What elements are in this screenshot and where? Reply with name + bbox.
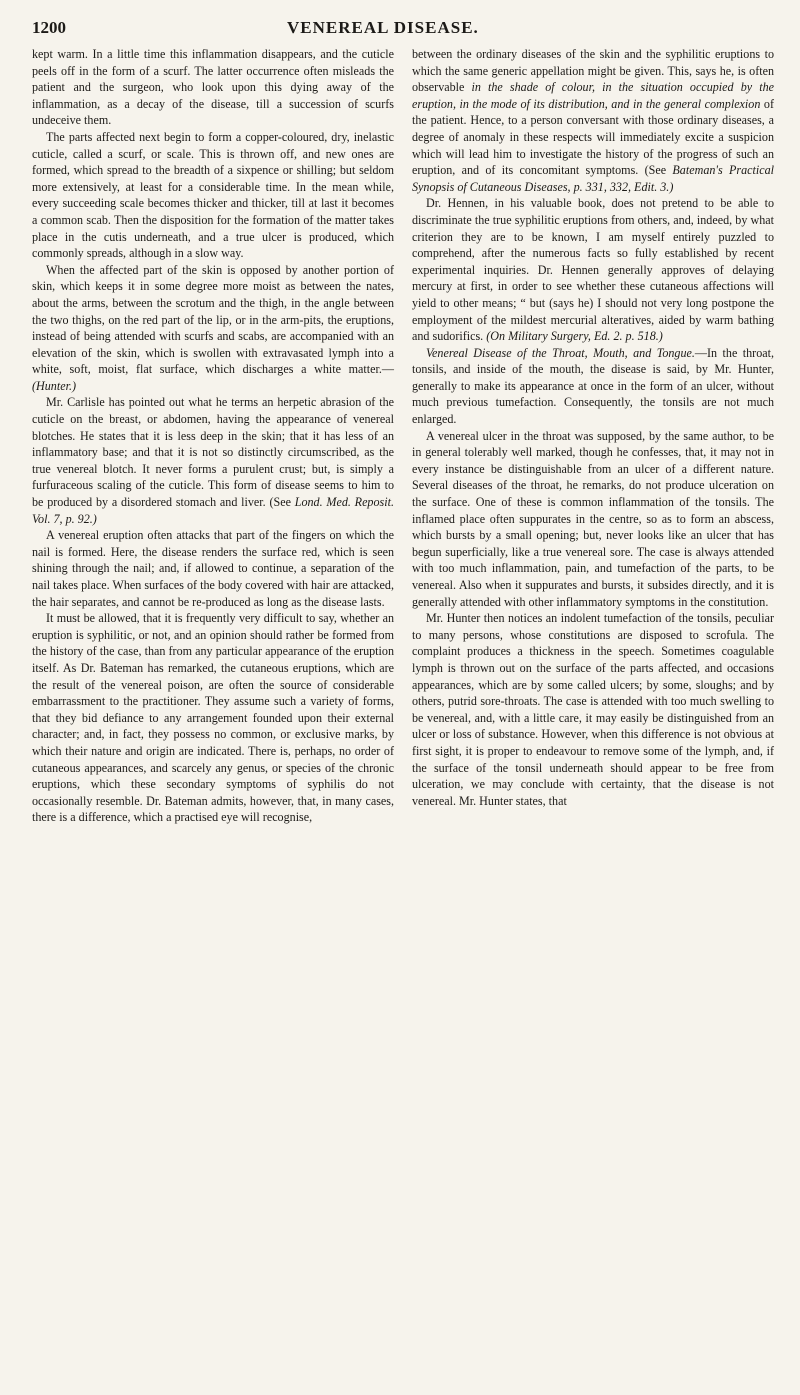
paragraph: Mr. Carlisle has pointed out what he terms an herpetic abrasion of the cuticle on the breast, or abdomen, having the appearance of venereal blotches. He states that it is less deep in the skin; that it has less of an inflammatory base; and that it is not so distinctly circumscribed, as the true venereal blotch. It never forms a purulent crust; but, is simply a furfuraceous scaling of the cuticle. This form of disease seems to him to be produced by a disordered stomach and liver. (See Lond. Med. Reposit. Vol. 7, p. 92.) [32,395,394,526]
right-column [412,46,774,826]
page-number: 1200 [32,18,66,37]
paragraph: kept warm. In a little time this inflammation disappears, and the cuticle peels off in the form of a scurf. The latter occurrence often misleads the patient and the surgeon, who look upon this dying away of the inflammation, as a decay of the disease, till a succession of scurfs undeceive them. [32,47,394,128]
paragraph: It must be allowed, that it is frequently very difficult to say, whether an eruption is syphilitic, or not, and an opinion should rather be formed from the history of the case, than from any particular appearance of the eruption itself. As Dr. Bateman has remarked, the cutaneous eruptions, which are the result of the venereal poison, are often the source of considerable embarrassment to the practitioner. They assume such a variety of forms, that they bid defiance to any arrangement founded upon their external character; and, in fact, they possess no common, or exclusive marks, by which their nature and origin are indicated. There is, perhaps, no order of cutaneous appearances, and scarcely any genus, or species of the chronic eruptions, which these secondary symptoms of syphilis do not occasionally resemble. Dr. Bateman admits, however, that, in many cases, there is a difference, which a practised eye will recognise, [32,611,394,825]
emphasis: in the shade of colour, in the situation occupied by the eruption, in the mode of its distribution, and in the general complexion [412,80,774,111]
citation: (On Military Surgery, Ed. 2. p. 518.) [486,329,663,344]
left-column [32,46,394,826]
paragraph: A venereal ulcer in the throat was supposed, by the same author, to be in general tolerably well marked, though he confesses, that, it may not in every instance be distinguishable from an ulcer of a different nature. Several diseases of the throat, he remarks, do not produce ulceration on the surface. One of these is common inflammation of the tonsils. The inflamed place often suppurates in the centre, so as to form an abscess, which bursts by a small opening; but, never looks like an ulcer that has begun superficially, like a true venereal sore. The case is always attended with too much inflammation, pain, and tumefaction of the parts, to be venereal. Also when it suppurates and bursts, it subsides directly, and it is generally attended with other inflammatory symptoms in the constitution. [412,428,774,609]
paragraph: When the affected part of the skin is opposed by another portion of skin, which keeps it in some degree more moist as between the nates, about the arms, between the scrotum and the thigh, in the angle between the two thighs, on the red part of the lip, or in the arm-pits, the eruptions, instead of being attended with scurfs and scabs, are accompanied with an elevation of the skin, which is swollen with extravasated lymph into a white, soft, moist, flat surface, which discharges a white matter.— (Hunter.) [32,262,394,393]
paragraph: A venereal eruption often attacks that part of the fingers on which the nail is formed. Here, the disease renders the surface red, which is seen shining through the nail; and, if allowed to continue, a separation of the nail takes place. When surfaces of the body covered with hair are attacked, the hair separates, and cannot be re-produced as long as the disease lasts. [32,528,394,609]
citation: Lond. Med. Reposit. Vol. 7, p. 92.) [32,495,394,526]
paragraph: Mr. Hunter then notices an indolent tumefaction of the tonsils, peculiar to many persons, whose constitutions are disposed to scrofula. The complaint produces a thickness in the speech. Sometimes coagulable lymph is thrown out on the surface of the parts affected, and occasions appearances, which are by some called ulcers; by some, sloughs; and by others, putrid sore-throats. The case is attended with too much swelling to be venereal, and, with a little care, it may easily be distinguished from an ulcer or loss of substance. However, when this difference is not obvious at first sight, it is proper to endeavour to remove some of the lymph, and, if the surface of the tonsil underneath should appear to be free from ulceration, we may conclude with certainty, that the disease is not venereal. Mr. Hunter states, that [412,611,774,808]
citation: Bateman's Practical Synopsis of Cutaneous Diseases, p. 331, 332, Edit. 3.) [412,163,775,194]
paragraph: Dr. Hennen, in his valuable book, does not pretend to be able to discriminate the true syphilitic eruptions from others, and, indeed, by what criterion they are to be known, I am myself entirely puzzled to comprehend, after the numerous facts so fully established by recent experimental inquiries. Dr. Hennen generally approves of delaying mercury at first, in order to see whether these cutaneous affections will yield to other means; “ but (says he) I should not very long postpone the employment of the mildest mercurial alteratives, aided by warm bathing and sudorifics. (On Military Surgery, Ed. 2. p. 518.) [412,196,774,344]
paragraph: between the ordinary diseases of the skin and the syphilitic eruptions to which the same generic appellation might be given. This, says he, is often observable in the shade of colour, in the situation occupied by the eruption, in the mode of its distribution, and in the general complexion of the patient. Hence, to a person conversant with those ordinary diseases, a degree of anomaly in these respects will immediately excite a suspicion which will lead him to investigate the history of the progress of such an eruption, and of its concomitant symptoms. (See Bateman's Practical Synopsis of Cutaneous Diseases, p. 331, 332, Edit. 3.) [412,47,775,194]
paragraph: Venereal Disease of the Throat, Mouth, and Tongue.—In the throat, tonsils, and inside of the mouth, the disease is said, by Mr. Hunter, generally to make its appearance at once in the form of an ulcer, without much previous tumefaction. Consequently, the tonsils are not much enlarged. [412,345,774,427]
running-head: VENEREAL DISEASE. [287,18,479,37]
section-heading: Venereal Disease of the Throat, Mouth, and Tongue. [426,345,695,360]
paragraph: The parts affected next begin to form a copper-coloured, dry, inelastic cuticle, called a scurf, or scale. This is thrown off, and new ones are formed, which spread to the breadth of a sixpence or shilling; but seldom more extensively, at least for a considerable time. In the mean while, every succeeding scale becomes thicker and thicker, till at last it becomes a common scab. Then the disposition for the formation of the matter takes place in the cutis underneath, and a true ulcer is produced, which commonly spreads, although in a slow way. [32,129,394,261]
citation: (Hunter.) [32,378,76,393]
text-columns [32,46,774,826]
page-header [32,18,774,44]
